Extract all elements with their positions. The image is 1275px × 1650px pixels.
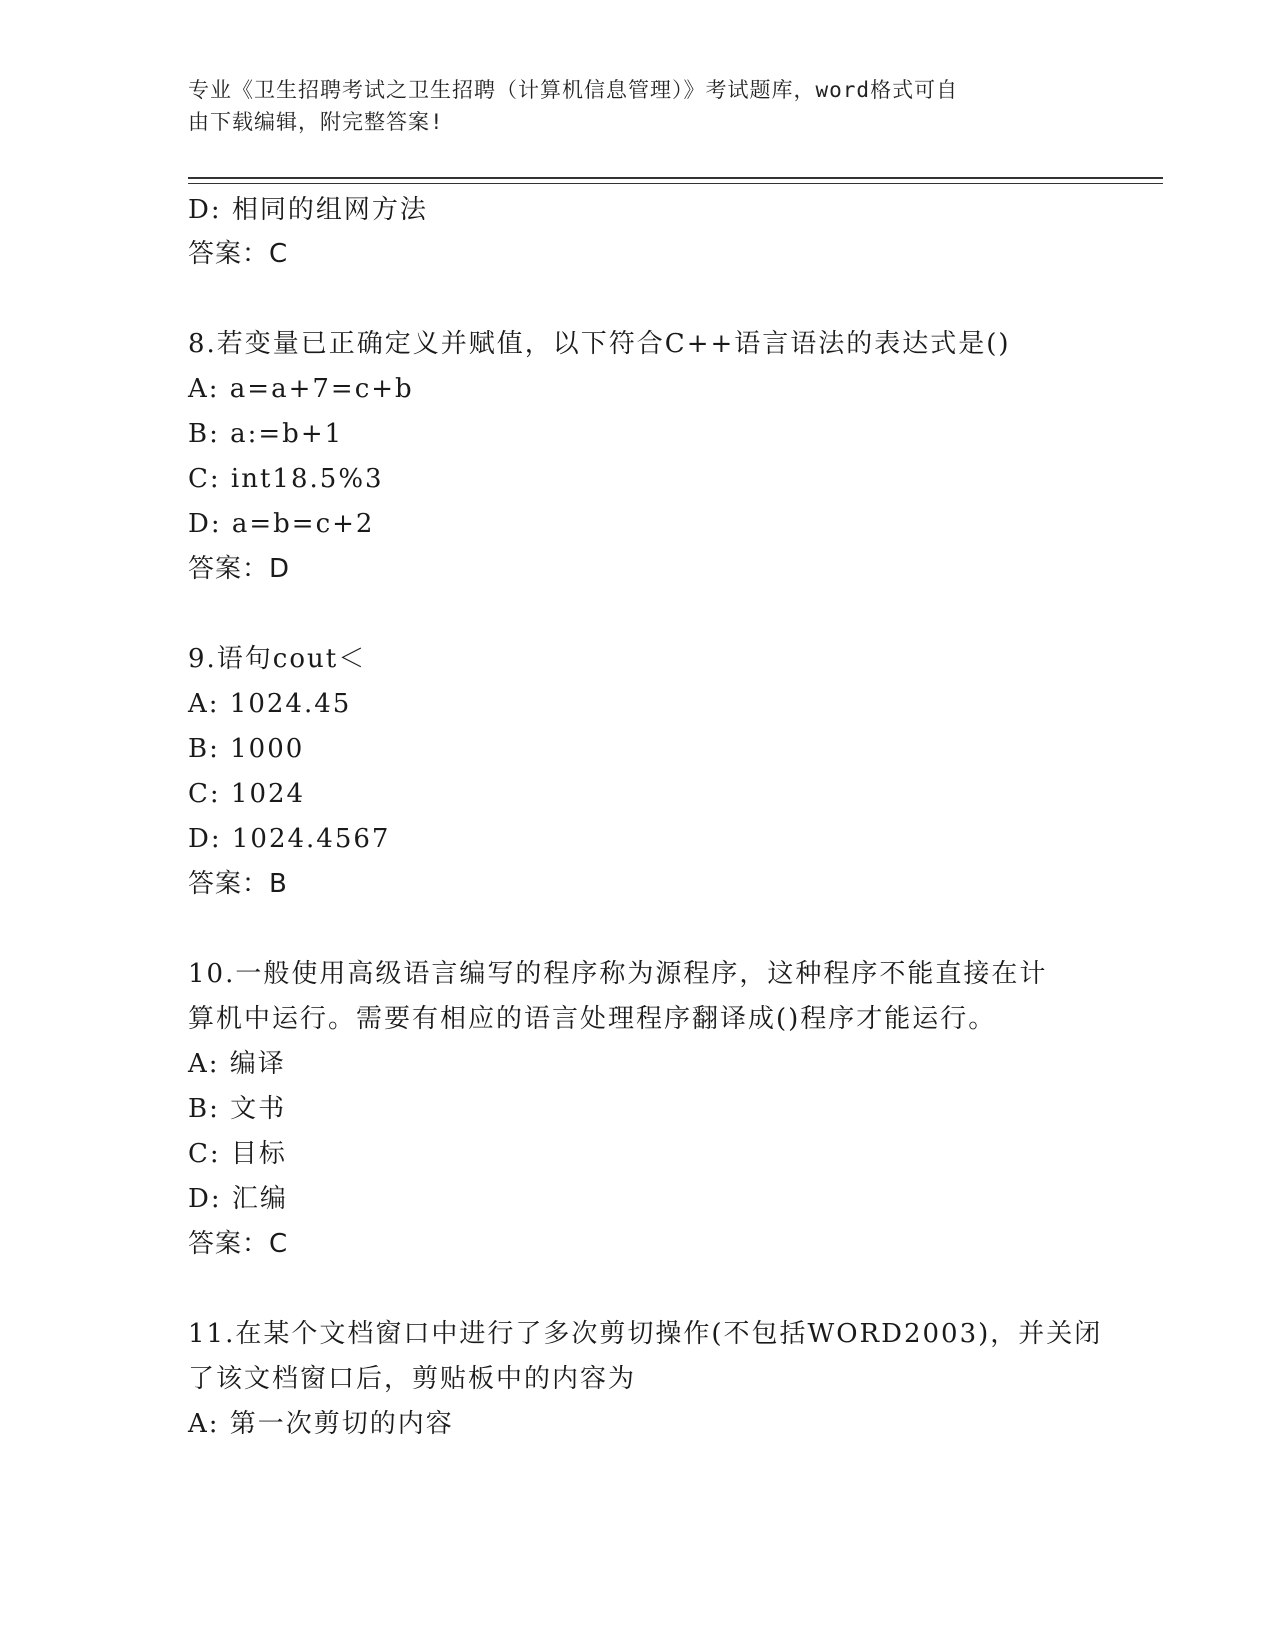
q8-option-b: B: a:=b+1 (188, 419, 344, 449)
q10-option-d: D: 汇编 (188, 1184, 288, 1214)
header-line-1: 专业《卫生招聘考试之卫生招聘（计算机信息管理）》考试题库，word格式可自 (188, 78, 959, 102)
q11-stem-line-2: 了该文档窗口后，剪贴板中的内容为 (188, 1364, 637, 1394)
q8-option-d: D: a=b=c+2 (188, 509, 375, 539)
q9-answer: 答案：B (188, 869, 288, 899)
q9-option-d: D: 1024.4567 (188, 824, 391, 854)
prev-answer: 答案：C (188, 239, 289, 269)
document-header (188, 74, 1068, 138)
header-divider-thin (188, 183, 1163, 184)
q10-option-c: C: 目标 (188, 1139, 287, 1169)
q9-option-c: C: 1024 (188, 779, 306, 809)
header-divider-thick (188, 177, 1163, 179)
q9-option-a: A: 1024.45 (188, 689, 352, 719)
q9-stem: 9.语句cout＜ (188, 644, 367, 674)
q11-option-a: A: 第一次剪切的内容 (188, 1409, 454, 1439)
q10-answer: 答案：C (188, 1229, 289, 1259)
q8-option-c: C: int18.5%3 (188, 464, 384, 494)
q10-stem-line-1: 10.一般使用高级语言编写的程序称为源程序，这种程序不能直接在计 (188, 959, 1048, 989)
q8-stem: 8.若变量已正确定义并赋值，以下符合C++语言语法的表达式是() (188, 329, 1011, 359)
q11-stem-line-1: 11.在某个文档窗口中进行了多次剪切操作(不包括WORD2003)，并关闭 (188, 1319, 1103, 1349)
header-line-2: 由下载编辑，附完整答案! (188, 110, 444, 134)
q10-stem-line-2: 算机中运行。需要有相应的语言处理程序翻译成()程序才能运行。 (188, 1004, 997, 1034)
prev-option-d: D: 相同的组网方法 (188, 195, 428, 225)
q10-option-b: B: 文书 (188, 1094, 287, 1124)
q8-answer: 答案：D (188, 554, 291, 584)
q9-option-b: B: 1000 (188, 734, 305, 764)
q8-option-a: A: a=a+7=c+b (188, 374, 414, 404)
q10-option-a: A: 编译 (188, 1049, 286, 1079)
